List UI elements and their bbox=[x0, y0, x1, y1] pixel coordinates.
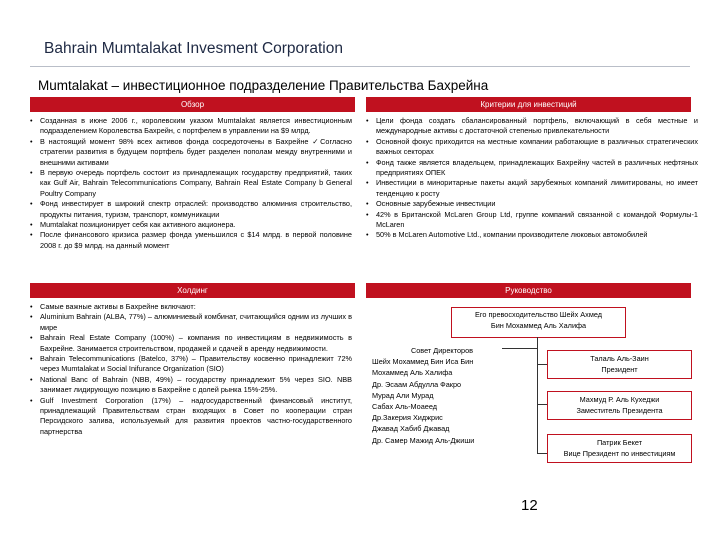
chairman-title: Его превосходительство Шейх Ахмед bbox=[474, 310, 602, 319]
list-item: • В настоящий момент 98% всех активов фонда сосредоточены в Бахрейне ✓Согласно стратегии развития в будущем портфель будет разделен пополам между внутренними и внешними активами bbox=[30, 137, 352, 168]
list-item: • Mumtalakat позиционирует себя как активного акционера. bbox=[30, 220, 352, 230]
page-title: Bahrain Mumtalakat Invesment Corporation bbox=[44, 40, 343, 57]
vp-investments-role: Вице Президент по инвестициям bbox=[563, 448, 676, 458]
list-item: • Самые важные активы в Бахрейне включают: bbox=[30, 302, 352, 312]
board-member: Др. Самер Мажид Аль-Джиши bbox=[372, 435, 475, 445]
list-item: • В первую очередь портфель состоит из принадлежащих государству предприятий, таких как Gulf Air, Bahrain Telecommunications Company, Bahrain Real Estate Company b General Poultry Company bbox=[30, 168, 352, 199]
list-item: • Bahrain Real Estate Company (100%) – компания по инвестициям в недвижимость в Бахрейне. Занимается строительством, продажей и сдачей в аренду недвижимости. bbox=[30, 333, 352, 354]
board-title: Совет Директоров bbox=[410, 346, 474, 355]
org-connector-deputy bbox=[537, 404, 547, 405]
chairman-name: Бин Мохаммед Аль Халифа bbox=[490, 320, 587, 330]
deputy-president-box bbox=[547, 391, 692, 420]
board-of-directors bbox=[372, 345, 512, 446]
holding-list bbox=[30, 302, 352, 437]
list-item: • Фонд инвестирует в широкий спектр отраслей: производство алюминия строительство, продукты питания, туризм, транспорт, коммуникации bbox=[30, 199, 352, 220]
president-role: Президент bbox=[601, 364, 638, 374]
holding-header: Холдинг bbox=[30, 283, 355, 298]
board-member: Др. Эсаам Абдулла Факро bbox=[372, 379, 462, 389]
list-item: • Bahrain Telecommunications (Batelco, 37%) – Правительству косвенно принадлежит 72% через Mumtalakat и Social Inifurance Organization (SIO) bbox=[30, 354, 352, 375]
org-connector-vp bbox=[537, 453, 547, 454]
board-member: Джавад Хабиб Джавад bbox=[372, 424, 450, 434]
list-item: • Созданная в июне 2006 г., королевским указом Mumtalakat является инвестиционным подразделением Королевства Бахрейн, с портфелем в управлении на $9 млрд. bbox=[30, 116, 352, 137]
board-member: Шейх Мохаммед Бин Иса Бин bbox=[372, 357, 474, 367]
list-item: • После финансового кризиса размер фонда уменьшился с $14 млрд. в первой половине 2008 г. до $9 млрд. на данный момент bbox=[30, 230, 352, 251]
vp-investments-box bbox=[547, 434, 692, 463]
management-header: Руководство bbox=[366, 283, 691, 298]
list-item: • Фонд также является владельцем, принадлежащих Бахрейну частей в различных нефтяных предприятиях ОПЕК bbox=[366, 158, 698, 179]
deputy-president-name: Махмуд Р. Аль Кухеджи bbox=[579, 395, 660, 404]
deputy-president-role: Заместитель Президента bbox=[576, 405, 663, 415]
list-item: • National Banc of Bahrain (NBB, 49%) – государству принадлежит 5% через SIO. NBB занимает лидирующую позицию в Бахрейне с долей рынка 15%-25%. bbox=[30, 375, 352, 396]
list-item: • 42% в Британской McLaren Group Ltd, группе компаний связанной с командой Формулы-1 McLaren bbox=[366, 210, 698, 231]
president-name: Талаль Аль-Заин bbox=[590, 354, 649, 363]
board-member: Др.Закерия Хиджрис bbox=[372, 413, 443, 423]
board-member: Мурад Али Мурад bbox=[372, 390, 434, 400]
org-connector-vertical bbox=[537, 337, 538, 454]
title-divider bbox=[30, 66, 690, 67]
overview-list bbox=[30, 116, 352, 251]
list-item: • Основные зарубежные инвестиции bbox=[366, 199, 698, 209]
list-item: • Цели фонда создать сбалансированный портфель, включающий в себя местные и международные активы с достаточной степенью привлекательности bbox=[366, 116, 698, 137]
criteria-header: Критерии для инвестиций bbox=[366, 97, 691, 112]
list-item: • Инвестиции в миноритарные пакеты акций зарубежных компаний лимитированы, но имеет тенденцию к росту bbox=[366, 178, 698, 199]
vp-investments-name: Патрик Бекет bbox=[596, 438, 643, 447]
org-connector-president bbox=[537, 364, 547, 365]
chairman-box bbox=[451, 307, 626, 338]
list-item: • Gulf Investment Corporation (17%) – надгосударственный финансовый институт, принадлежащий Правительствам стран входящих в Совет по кооперации стран Персидского залива, используемый для развития проектов частно-государственного партнерства bbox=[30, 396, 352, 438]
overview-header: Обзор bbox=[30, 97, 355, 112]
list-item: • Основной фокус приходится на местные компании работающие в различных стратегических важных секторах bbox=[366, 137, 698, 158]
board-member: Мохаммед Аль Халифа bbox=[372, 368, 453, 378]
list-item: • 50% в McLaren Automotive Ltd., компании производителе люковых автомобилей bbox=[366, 230, 698, 240]
page-subtitle: Mumtalakat – инвестиционное подразделение Правительства Бахрейна bbox=[38, 78, 489, 93]
page-number: 12 bbox=[521, 497, 538, 514]
criteria-list bbox=[366, 116, 698, 241]
president-box bbox=[547, 350, 692, 379]
list-item: • Aluminium Bahrain (ALBA, 77%) – алюминиевый комбинат, считающийся одним из лучших в мире bbox=[30, 312, 352, 333]
board-member: Сабах Аль-Моаеед bbox=[372, 402, 438, 412]
